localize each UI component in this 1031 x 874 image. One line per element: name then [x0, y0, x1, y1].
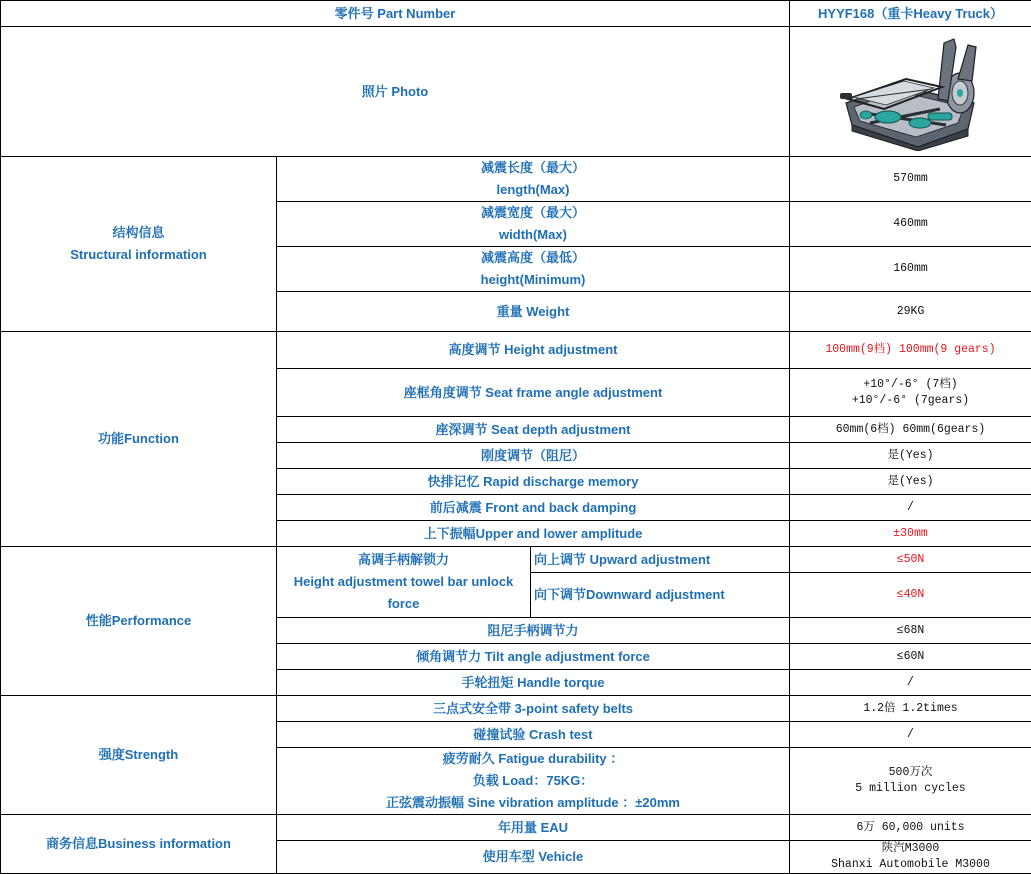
unlock-force-label-cn: 高调手柄解锁力: [280, 549, 527, 571]
photo-cell: [790, 27, 1031, 157]
height-label-en: height(Minimum): [280, 269, 786, 291]
width-value: 460mm: [790, 202, 1031, 247]
seat-frame-angle-value-en: +10°/-6° (7gears): [793, 393, 1028, 409]
amplitude-value: ±30mm: [790, 521, 1031, 547]
tilt-angle-force-value: ≤60N: [790, 644, 1031, 670]
function-category: 功能Function: [1, 332, 277, 547]
structural-category: [1, 157, 277, 332]
height-value: 160mm: [790, 247, 1031, 292]
unlock-force-label-en: Height adjustment towel bar unlock force: [280, 571, 527, 615]
seat-frame-angle-label: 座框角度调节 Seat frame angle adjustment: [277, 369, 790, 417]
function-row: [1, 332, 1031, 369]
unlock-force-label: [277, 547, 531, 618]
vehicle-label: 使用车型 Vehicle: [277, 841, 790, 874]
vehicle-value-cn: 陕汽M3000: [793, 841, 1028, 857]
length-label-cn: 减震长度（最大）: [280, 157, 786, 179]
structural-category-en: Structural information: [4, 244, 273, 266]
fatigue-label-line2: 负载 Load：75KG：: [280, 770, 786, 792]
seat-frame-angle-value: [790, 369, 1031, 417]
safety-belts-label: 三点式安全带 3-point safety belts: [277, 696, 790, 722]
length-value: 570mm: [790, 157, 1031, 202]
width-label-en: width(Max): [280, 224, 786, 246]
seat-frame-angle-value-cn: +10°/-6° (7档): [793, 377, 1028, 393]
seat-depth-value: 60mm(6档) 60mm(6gears): [790, 417, 1031, 443]
strength-row: [1, 696, 1031, 722]
safety-belts-value: 1.2倍 1.2times: [790, 696, 1031, 722]
business-row: [1, 815, 1031, 841]
damping-handle-force-label: 阻尼手柄调节力: [277, 618, 790, 644]
crash-test-value: /: [790, 722, 1031, 748]
vehicle-value-en: Shanxi Automobile M3000: [793, 857, 1028, 873]
fatigue-value-cn: 500万次: [793, 765, 1028, 781]
downward-adjustment-label: 向下调节Downward adjustment: [531, 573, 790, 618]
eau-value: 6万 60,000 units: [790, 815, 1031, 841]
fatigue-value-en: 5 million cycles: [793, 781, 1028, 797]
part-number-value: HYYF168（重卡Heavy Truck）: [790, 1, 1031, 27]
strength-category: 强度Strength: [1, 696, 277, 815]
business-category: 商务信息Business information: [1, 815, 277, 874]
part-number-label: 零件号 Part Number: [1, 1, 790, 27]
photo-row: [1, 27, 1031, 157]
structural-row: [1, 157, 1031, 202]
upward-adjustment-label: 向上调节 Upward adjustment: [531, 547, 790, 573]
upward-adjustment-value: ≤50N: [790, 547, 1031, 573]
crash-test-label: 碰撞试验 Crash test: [277, 722, 790, 748]
rapid-discharge-value: 是(Yes): [790, 469, 1031, 495]
fatigue-label-line1: 疲劳耐久 Fatigue durability ：: [280, 748, 786, 770]
eau-label: 年用量 EAU: [277, 815, 790, 841]
length-label-en: length(Max): [280, 179, 786, 201]
handle-torque-label: 手轮扭矩 Handle torque: [277, 670, 790, 696]
weight-label: 重量 Weight: [277, 292, 790, 332]
length-label: [277, 157, 790, 202]
damping-handle-force-value: ≤68N: [790, 618, 1031, 644]
amplitude-label: 上下振幅Upper and lower amplitude: [277, 521, 790, 547]
height-adjustment-value: 100mm(9档) 100mm(9 gears): [790, 332, 1031, 369]
fatigue-value: [790, 748, 1031, 815]
performance-category: 性能Performance: [1, 547, 277, 696]
handle-torque-value: /: [790, 670, 1031, 696]
height-adjustment-label: 高度调节 Height adjustment: [277, 332, 790, 369]
truck-seat-image: [836, 33, 986, 151]
performance-row: [1, 547, 1031, 573]
photo-label: 照片 Photo: [1, 27, 790, 157]
downward-adjustment-value: ≤40N: [790, 573, 1031, 618]
rapid-discharge-label: 快排记忆 Rapid discharge memory: [277, 469, 790, 495]
front-back-damping-label: 前后减震 Front and back damping: [277, 495, 790, 521]
width-label-cn: 减震宽度（最大）: [280, 202, 786, 224]
seat-depth-label: 座深调节 Seat depth adjustment: [277, 417, 790, 443]
stiffness-value: 是(Yes): [790, 443, 1031, 469]
stiffness-label: 刚度调节（阻尼）: [277, 443, 790, 469]
structural-category-cn: 结构信息: [4, 222, 273, 244]
fatigue-label: [277, 748, 790, 815]
fatigue-label-line3: 正弦震动振幅 Sine vibration amplitude ：±20mm: [280, 792, 786, 814]
weight-value: 29KG: [790, 292, 1031, 332]
width-label: [277, 202, 790, 247]
front-back-damping-value: /: [790, 495, 1031, 521]
tilt-angle-force-label: 倾角调节力 Tilt angle adjustment force: [277, 644, 790, 670]
height-label-cn: 减震高度（最低）: [280, 247, 786, 269]
part-number-row: [1, 1, 1031, 27]
height-label: [277, 247, 790, 292]
vehicle-value: [790, 841, 1031, 874]
